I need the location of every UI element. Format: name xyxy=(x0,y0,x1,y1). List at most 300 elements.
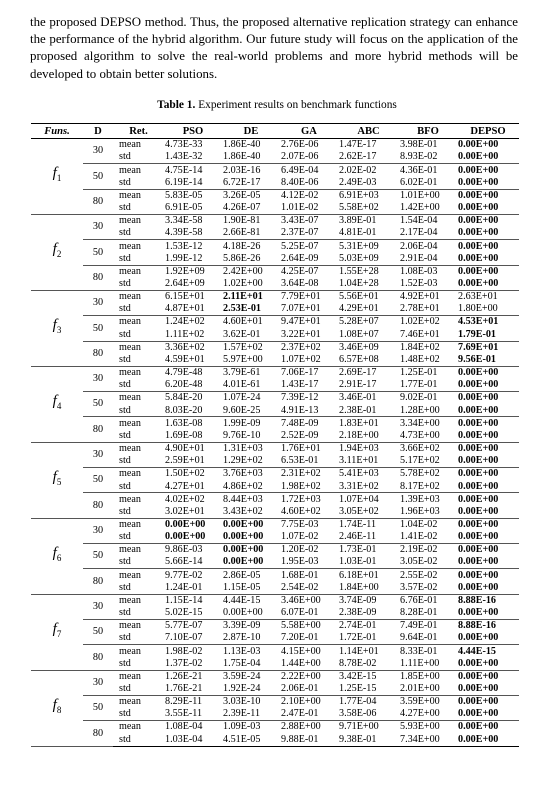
function-index: 5 xyxy=(56,476,62,487)
table-row xyxy=(31,290,519,303)
de-value-cell: 3.26E-05 xyxy=(222,189,280,202)
pso-value-cell: 5.84E-20 xyxy=(164,392,222,405)
bfo-value-cell: 4.92E+01 xyxy=(399,290,457,303)
abc-value-cell: 1.04E+28 xyxy=(339,278,379,289)
depso-value-cell: 8.88E-16 xyxy=(457,594,519,607)
pso-value-cell: 3.55E-11 xyxy=(165,708,203,720)
bfo-value-cell: 2.78E+01 xyxy=(400,303,440,315)
table-row xyxy=(31,392,519,405)
function-index: 7 xyxy=(56,628,62,639)
function-symbol: f xyxy=(52,392,57,409)
dimension-cell: 80 xyxy=(83,265,113,290)
dimension-cell: 50 xyxy=(83,468,113,493)
ga-value-cell: 2.37E-07 xyxy=(281,227,319,239)
depso-value-cell: 0.00E+00 xyxy=(457,392,519,405)
ga-value-cell: 3.43E-07 xyxy=(280,214,338,227)
de-value-cell: 1.09E-03 xyxy=(222,721,280,734)
ga-value-cell: 2.54E-02 xyxy=(281,581,319,593)
depso-value-cell: 0.00E+00 xyxy=(458,581,499,593)
de-value-cell: 5.97E+00 xyxy=(223,353,263,365)
de-value-cell: 3.43E+02 xyxy=(223,505,263,517)
result-type-cell: std xyxy=(119,404,131,416)
ga-value-cell: 1.98E+02 xyxy=(281,480,321,492)
depso-value-cell: 0.00E+00 xyxy=(458,683,499,694)
de-value-cell: 6.72E-17 xyxy=(223,176,261,188)
abc-value-cell: 6.18E+01 xyxy=(338,569,399,582)
bfo-value-cell: 1.28E+00 xyxy=(400,404,440,416)
abc-value-cell: 1.14E+01 xyxy=(338,645,399,658)
abc-value-cell: 8.78E-02 xyxy=(339,657,377,669)
de-value-cell: 3.39E-09 xyxy=(222,619,280,632)
result-type-cell: std xyxy=(119,227,131,239)
ga-value-cell: 2.88E+00 xyxy=(280,721,338,734)
ga-value-cell: 2.10E+00 xyxy=(280,695,338,708)
ga-value-cell: 1.01E-02 xyxy=(281,202,319,214)
pso-value-cell: 5.83E-05 xyxy=(164,189,222,202)
result-type-cell: std xyxy=(119,303,131,315)
function-index: 6 xyxy=(56,552,62,563)
result-type-cell: mean xyxy=(113,442,164,455)
abc-value-cell: 5.58E+02 xyxy=(339,202,379,214)
abc-value-cell: 2.69E-17 xyxy=(338,366,399,379)
depso-value-cell: 0.00E+00 xyxy=(458,252,499,264)
ga-value-cell: 6.49E-04 xyxy=(280,164,338,177)
table-row xyxy=(31,695,519,708)
pso-value-cell: 3.02E+01 xyxy=(165,505,205,517)
dimension-cell: 50 xyxy=(83,316,113,341)
pso-value-cell: 6.15E+01 xyxy=(164,290,222,303)
pso-value-cell: 2.64E+09 xyxy=(165,278,205,289)
de-value-cell: 4.51E-05 xyxy=(222,733,280,746)
table-row xyxy=(31,721,519,734)
dimension-cell: 30 xyxy=(83,442,113,467)
depso-value-cell: 9.56E-01 xyxy=(458,353,496,365)
result-type-cell: std xyxy=(119,278,131,289)
bfo-value-cell: 1.52E-03 xyxy=(400,278,438,289)
result-type-cell: std xyxy=(119,708,131,720)
pso-value-cell: 5.66E-14 xyxy=(165,556,203,568)
depso-value-cell: 8.88E-16 xyxy=(457,619,519,632)
pso-value-cell: 1.69E-08 xyxy=(165,429,203,441)
bfo-value-cell: 1.96E+03 xyxy=(400,505,440,517)
result-type-cell: mean xyxy=(113,619,164,632)
de-value-cell: 2.87E-10 xyxy=(223,632,261,644)
abc-value-cell: 2.38E-09 xyxy=(339,607,377,619)
bfo-value-cell: 2.01E+00 xyxy=(400,683,440,694)
ga-value-cell: 3.64E-08 xyxy=(281,278,319,289)
pso-value-cell: 4.79E-48 xyxy=(164,366,222,379)
de-value-cell: 2.11E+01 xyxy=(222,290,280,303)
abc-value-cell: 3.05E+02 xyxy=(339,505,379,517)
table-row xyxy=(31,645,519,658)
ga-value-cell: 3.46E+00 xyxy=(280,594,338,607)
de-value-cell: 1.57E+02 xyxy=(222,341,280,354)
depso-value-cell: 1.80E+00 xyxy=(458,303,498,315)
de-value-cell: 3.59E-24 xyxy=(222,670,280,683)
result-type-cell: mean xyxy=(113,594,164,607)
dimension-cell: 30 xyxy=(83,518,113,543)
pso-value-cell: 1.26E-21 xyxy=(164,670,222,683)
de-value-cell: 1.90E-81 xyxy=(222,214,280,227)
ga-value-cell: 7.75E-03 xyxy=(280,518,338,531)
pso-value-cell: 8.03E-20 xyxy=(165,404,203,416)
result-type-cell: mean xyxy=(119,139,141,151)
ga-value-cell: 3.22E+01 xyxy=(281,328,321,340)
depso-value-cell: 0.00E+00 xyxy=(457,493,519,506)
bfo-value-cell: 2.19E-02 xyxy=(399,544,457,557)
depso-value-cell: 0.00E+00 xyxy=(458,176,499,188)
result-type-cell: mean xyxy=(113,366,164,379)
ga-value-cell: 2.31E+02 xyxy=(280,468,338,481)
result-type-cell: mean xyxy=(113,392,164,405)
table-row xyxy=(31,240,519,253)
function-index: 1 xyxy=(56,173,62,184)
pso-value-cell: 9.77E-02 xyxy=(164,569,222,582)
abc-value-cell: 3.46E-01 xyxy=(338,392,399,405)
pso-value-cell: 1.99E-12 xyxy=(165,252,203,264)
bfo-value-cell: 2.06E-04 xyxy=(399,240,457,253)
pso-value-cell: 4.75E-14 xyxy=(164,164,222,177)
dimension-cell: 30 xyxy=(83,594,113,619)
depso-value-cell: 0.00E+00 xyxy=(458,657,499,669)
depso-value-cell: 0.00E+00 xyxy=(458,607,499,619)
table-row xyxy=(31,518,519,531)
pso-value-cell: 7.10E-07 xyxy=(165,632,203,644)
table-row xyxy=(31,164,519,177)
abc-value-cell: 6.91E+03 xyxy=(338,189,399,202)
bfo-value-cell: 3.98E-01 xyxy=(400,139,438,151)
abc-value-cell: 1.84E+00 xyxy=(339,581,379,593)
de-value-cell: 3.76E+03 xyxy=(222,468,280,481)
abc-value-cell: 1.73E-01 xyxy=(338,544,399,557)
table-row xyxy=(31,468,519,481)
de-value-cell: 1.15E-05 xyxy=(223,581,261,593)
ga-value-cell: 4.15E+00 xyxy=(280,645,338,658)
depso-value-cell: 0.00E+00 xyxy=(458,278,499,289)
ga-value-cell: 7.39E-12 xyxy=(280,392,338,405)
depso-value-cell: 0.00E+00 xyxy=(457,721,519,734)
function-symbol: f xyxy=(52,165,57,182)
depso-value-cell: 7.69E+01 xyxy=(457,341,519,354)
pso-value-cell: 3.34E-58 xyxy=(164,214,222,227)
bfo-value-cell: 1.41E-02 xyxy=(400,531,438,543)
abc-value-cell: 5.56E+01 xyxy=(338,290,399,303)
function-name xyxy=(31,139,83,215)
result-type-cell: mean xyxy=(113,518,164,531)
ga-value-cell: 1.76E+01 xyxy=(280,442,338,455)
de-value-cell: 1.02E+00 xyxy=(223,278,263,289)
bfo-value-cell: 3.57E-02 xyxy=(400,581,438,593)
de-value-cell: 2.86E-05 xyxy=(222,569,280,582)
depso-value-cell: 0.00E+00 xyxy=(458,227,499,239)
body-paragraph: the proposed DEPSO method. Thus, the proposed alternative replication strategy can enhance the performance of the hybrid algorithm. Our future study will focus on the application of the proposed algorithm to solve the real-world problems and more hybrid methods will be developed to obtain better solutions. xyxy=(30,15,518,81)
function-index: 3 xyxy=(56,325,62,336)
dimension-cell: 50 xyxy=(83,240,113,265)
pso-value-cell: 2.59E+01 xyxy=(165,455,205,467)
depso-value-cell: 0.00E+00 xyxy=(457,569,519,582)
table-caption-text: Experiment results on benchmark functions xyxy=(195,99,397,111)
depso-value-cell: 0.00E+00 xyxy=(457,240,519,253)
result-type-cell: mean xyxy=(113,645,164,658)
pso-value-cell: 8.29E-11 xyxy=(164,695,222,708)
result-type-cell: std xyxy=(119,353,131,365)
function-index: 2 xyxy=(56,249,62,260)
bfo-value-cell: 1.01E+00 xyxy=(399,189,457,202)
pso-value-cell: 3.36E+02 xyxy=(164,341,222,354)
bfo-value-cell: 2.55E-02 xyxy=(399,569,457,582)
header-funs: Funs. xyxy=(31,124,83,139)
result-type-cell: mean xyxy=(113,695,164,708)
dimension-cell: 30 xyxy=(83,670,113,695)
result-type-cell: mean xyxy=(113,240,164,253)
ga-value-cell: 2.64E-09 xyxy=(281,252,319,264)
ga-value-cell: 1.68E-01 xyxy=(280,569,338,582)
ga-value-cell: 4.91E-13 xyxy=(281,404,319,416)
function-index: 8 xyxy=(56,704,62,715)
table-row xyxy=(31,189,519,202)
depso-value-cell: 0.00E+00 xyxy=(458,139,499,151)
abc-value-cell: 6.57E+08 xyxy=(339,353,379,365)
bfo-value-cell: 4.73E+00 xyxy=(400,429,440,441)
bfo-value-cell: 1.25E-01 xyxy=(399,366,457,379)
de-value-cell: 0.00E+00 xyxy=(223,607,263,619)
ga-value-cell: 9.88E-01 xyxy=(280,733,338,746)
result-type-cell: std xyxy=(113,733,164,746)
table-row xyxy=(31,417,519,430)
abc-value-cell: 1.07E+04 xyxy=(338,493,399,506)
ga-value-cell: 9.47E+01 xyxy=(280,316,338,329)
ga-value-cell: 7.06E-17 xyxy=(280,366,338,379)
abc-value-cell: 1.25E-15 xyxy=(339,683,377,694)
bfo-value-cell: 4.27E+00 xyxy=(400,708,440,720)
result-type-cell: std xyxy=(119,657,131,669)
function-symbol: f xyxy=(52,544,57,561)
depso-value-cell: 0.00E+00 xyxy=(457,366,519,379)
abc-value-cell: 5.41E+03 xyxy=(338,468,399,481)
pso-value-cell: 1.03E-04 xyxy=(164,733,222,746)
bfo-value-cell: 3.34E+00 xyxy=(399,417,457,430)
pso-value-cell: 4.87E+01 xyxy=(165,303,205,315)
abc-value-cell: 2.74E-01 xyxy=(338,619,399,632)
result-type-cell: std xyxy=(119,531,131,543)
ga-value-cell: 7.07E+01 xyxy=(281,303,321,315)
pso-value-cell: 1.37E-02 xyxy=(165,657,203,669)
depso-value-cell: 0.00E+00 xyxy=(457,214,519,227)
bfo-value-cell: 1.39E+03 xyxy=(399,493,457,506)
pso-value-cell: 6.19E-14 xyxy=(165,176,203,188)
de-value-cell: 0.00E+00 xyxy=(222,544,280,557)
function-name xyxy=(31,594,83,670)
abc-value-cell: 5.03E+09 xyxy=(339,252,379,264)
function-symbol: f xyxy=(52,468,57,485)
depso-value-cell: 0.00E+00 xyxy=(458,632,499,644)
ga-value-cell: 8.40E-06 xyxy=(281,176,319,188)
depso-value-cell: 0.00E+00 xyxy=(457,417,519,430)
bfo-value-cell: 7.49E-01 xyxy=(399,619,457,632)
depso-value-cell: 0.00E+00 xyxy=(457,189,519,202)
bfo-value-cell: 1.54E-04 xyxy=(399,214,457,227)
de-value-cell: 8.44E+03 xyxy=(222,493,280,506)
ga-value-cell: 2.47E-01 xyxy=(281,708,319,720)
de-value-cell: 4.26E-07 xyxy=(223,202,261,214)
depso-value-cell: 0.00E+00 xyxy=(458,379,499,391)
result-type-cell: std xyxy=(119,607,131,619)
pso-value-cell: 1.11E+02 xyxy=(165,328,205,340)
ga-value-cell: 1.20E-02 xyxy=(280,544,338,557)
depso-value-cell: 0.00E+00 xyxy=(458,429,499,441)
bfo-value-cell: 8.28E-01 xyxy=(400,607,438,619)
result-type-cell: std xyxy=(119,556,131,568)
depso-value-cell: 2.63E+01 xyxy=(457,290,519,303)
de-value-cell: 2.53E-01 xyxy=(223,303,261,315)
abc-value-cell: 2.18E+00 xyxy=(339,429,379,441)
function-name xyxy=(31,518,83,594)
ga-value-cell: 7.79E+01 xyxy=(280,290,338,303)
ga-value-cell: 4.12E-02 xyxy=(280,189,338,202)
abc-value-cell: 9.71E+00 xyxy=(338,721,399,734)
abc-value-cell: 2.38E-01 xyxy=(339,404,377,416)
de-value-cell: 4.44E-15 xyxy=(222,594,280,607)
bfo-value-cell: 8.93E-02 xyxy=(400,151,438,163)
table-row xyxy=(31,214,519,227)
abc-value-cell: 9.38E-01 xyxy=(338,733,399,746)
result-type-cell: mean xyxy=(113,468,164,481)
result-type-cell: std xyxy=(119,252,131,264)
pso-value-cell: 4.27E+01 xyxy=(165,480,205,492)
pso-value-cell: 6.20E-48 xyxy=(165,379,203,391)
pso-value-cell: 4.02E+02 xyxy=(164,493,222,506)
dimension-cell: 50 xyxy=(83,392,113,417)
ga-value-cell: 1.07E+02 xyxy=(281,353,321,365)
depso-value-cell: 0.00E+00 xyxy=(457,733,519,746)
depso-value-cell: 0.00E+00 xyxy=(457,442,519,455)
bfo-value-cell: 1.08E-03 xyxy=(399,265,457,278)
header-ret: Ret. xyxy=(113,124,164,139)
header-ga: GA xyxy=(280,124,338,139)
table-header-row xyxy=(31,124,519,139)
result-type-cell: mean xyxy=(113,214,164,227)
abc-value-cell: 4.29E+01 xyxy=(339,303,379,315)
table-row xyxy=(31,670,519,683)
ga-value-cell: 7.48E-09 xyxy=(280,417,338,430)
header-d: D xyxy=(83,124,113,139)
depso-value-cell: 0.00E+00 xyxy=(458,505,499,517)
depso-value-cell: 0.00E+00 xyxy=(458,531,499,543)
result-type-cell: std xyxy=(119,632,131,644)
table-row xyxy=(31,316,519,329)
header-bfo: BFO xyxy=(399,124,457,139)
dimension-cell: 30 xyxy=(83,290,113,315)
ga-value-cell: 5.58E+00 xyxy=(280,619,338,632)
table-row xyxy=(31,544,519,557)
depso-value-cell: 0.00E+00 xyxy=(457,468,519,481)
abc-value-cell: 1.77E-04 xyxy=(338,695,399,708)
result-type-cell: mean xyxy=(113,569,164,582)
de-value-cell: 1.31E+03 xyxy=(222,442,280,455)
bfo-value-cell: 2.17E-04 xyxy=(400,227,438,239)
result-type-cell: std xyxy=(119,202,131,214)
de-value-cell: 9.60E-25 xyxy=(223,404,261,416)
bfo-value-cell: 5.78E+02 xyxy=(399,468,457,481)
depso-value-cell: 0.00E+00 xyxy=(457,670,519,683)
depso-value-cell: 4.53E+01 xyxy=(457,316,519,329)
result-type-cell: mean xyxy=(113,544,164,557)
abc-value-cell: 3.42E-15 xyxy=(338,670,399,683)
de-value-cell: 1.86E-40 xyxy=(223,151,261,163)
table-row xyxy=(31,569,519,582)
function-symbol: f xyxy=(52,241,57,258)
depso-value-cell: 1.79E-01 xyxy=(458,328,496,340)
ga-value-cell: 6.53E-01 xyxy=(281,455,319,467)
result-type-cell: std xyxy=(119,379,131,391)
bfo-value-cell: 8.17E+02 xyxy=(400,480,440,492)
pso-value-cell: 0.00E+00 xyxy=(164,518,222,531)
de-value-cell: 1.75E-04 xyxy=(223,657,261,669)
ga-value-cell: 1.95E-03 xyxy=(281,556,319,568)
de-value-cell: 1.86E-40 xyxy=(223,139,261,151)
result-type-cell: std xyxy=(119,683,131,694)
depso-value-cell: 0.00E+00 xyxy=(458,708,499,720)
dimension-cell: 30 xyxy=(83,139,113,164)
depso-value-cell: 0.00E+00 xyxy=(458,556,499,568)
header-pso: PSO xyxy=(164,124,222,139)
pso-value-cell: 1.24E-01 xyxy=(165,581,203,593)
abc-value-cell: 2.91E-17 xyxy=(339,379,377,391)
result-type-cell: mean xyxy=(113,316,164,329)
dimension-cell: 30 xyxy=(83,366,113,391)
table-row xyxy=(31,493,519,506)
pso-value-cell: 1.92E+09 xyxy=(164,265,222,278)
table-row xyxy=(31,366,519,379)
ga-value-cell: 2.52E-09 xyxy=(281,429,319,441)
abc-value-cell: 2.62E-17 xyxy=(339,151,377,163)
bfo-value-cell: 1.48E+02 xyxy=(400,353,440,365)
dimension-cell: 80 xyxy=(83,645,113,670)
abc-value-cell: 3.46E+09 xyxy=(338,341,399,354)
pso-value-cell: 1.53E-12 xyxy=(164,240,222,253)
abc-value-cell: 1.08E+07 xyxy=(339,328,379,340)
bfo-value-cell: 1.02E+02 xyxy=(399,316,457,329)
de-value-cell: 1.29E+02 xyxy=(223,455,263,467)
function-name xyxy=(31,214,83,290)
dimension-cell: 50 xyxy=(83,164,113,189)
de-value-cell: 2.66E-81 xyxy=(223,227,261,239)
ga-value-cell: 7.20E-01 xyxy=(281,632,319,644)
result-type-cell: std xyxy=(119,328,131,340)
abc-value-cell: 1.83E+01 xyxy=(338,417,399,430)
pso-value-cell: 1.15E-14 xyxy=(164,594,222,607)
de-value-cell: 2.42E+00 xyxy=(222,265,280,278)
header-depso: DEPSO xyxy=(457,124,519,139)
function-name xyxy=(31,442,83,518)
abc-value-cell: 3.31E+02 xyxy=(339,480,379,492)
result-type-cell: mean xyxy=(113,290,164,303)
pso-value-cell: 4.90E+01 xyxy=(164,442,222,455)
header-abc: ABC xyxy=(338,124,399,139)
bfo-value-cell: 5.17E+02 xyxy=(400,455,440,467)
dimension-cell: 80 xyxy=(83,341,113,366)
bfo-value-cell: 3.59E+00 xyxy=(399,695,457,708)
bfo-value-cell: 1.11E+00 xyxy=(400,657,440,669)
bfo-value-cell: 2.91E-04 xyxy=(400,252,438,264)
abc-value-cell: 1.55E+28 xyxy=(338,265,399,278)
bfo-value-cell: 5.93E+00 xyxy=(399,721,457,734)
abc-value-cell: 3.89E-01 xyxy=(338,214,399,227)
abc-value-cell: 1.74E-11 xyxy=(338,518,399,531)
result-type-cell: mean xyxy=(113,341,164,354)
dimension-cell: 80 xyxy=(83,189,113,214)
de-value-cell: 5.86E-26 xyxy=(223,252,261,264)
